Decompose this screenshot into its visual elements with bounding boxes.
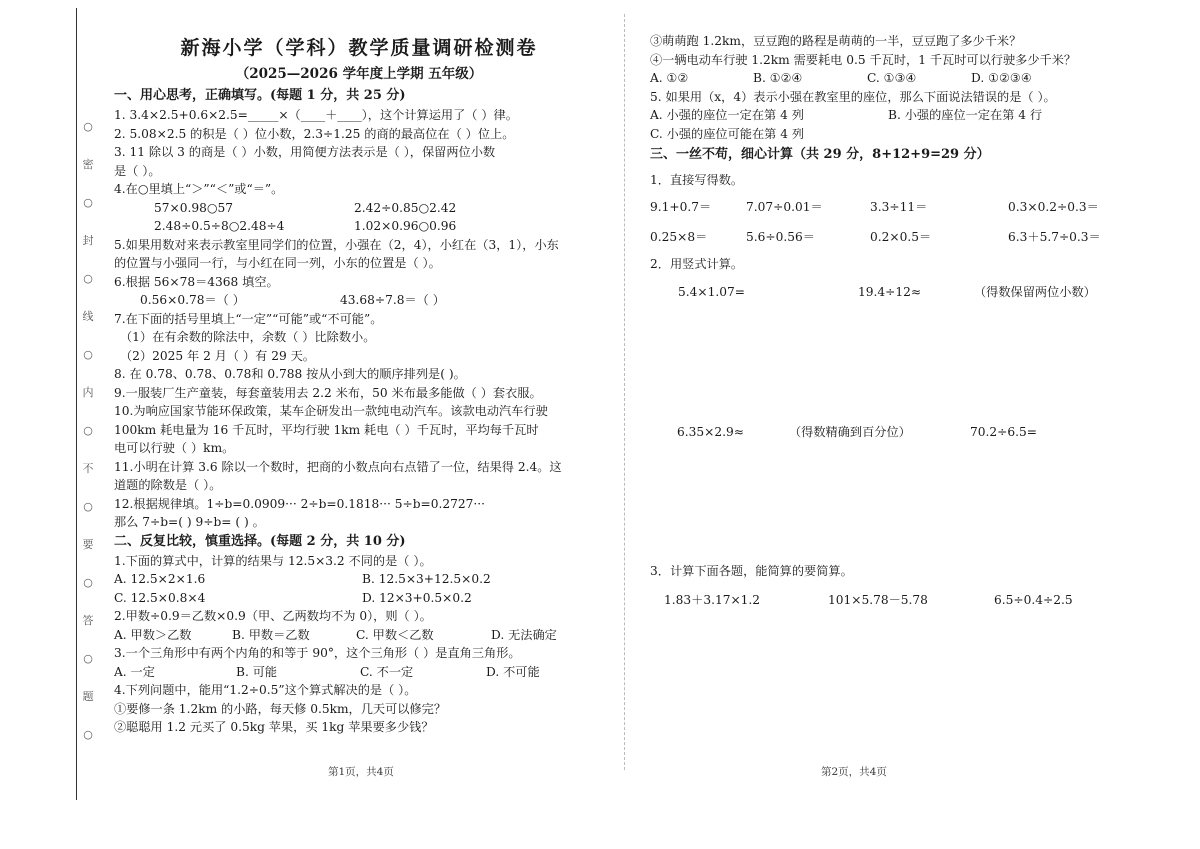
oral-calc-item: 9.1+0.7＝ xyxy=(650,199,712,214)
question-9: 9.一服装厂生产童装，每套童装用去 2.2 米布，50 米布最多能做（ ）套衣服。 xyxy=(114,385,542,400)
choice-question-4: 4.下列问题中，能用“1.2÷0.5”这个算式解决的是（ ）。 xyxy=(114,683,417,697)
binding-char: ○ xyxy=(83,728,93,741)
option-a: A. ①② xyxy=(650,71,689,85)
section-2-heading: 二、反复比较，慎重选择。(每题 2 分，共 10 分) xyxy=(114,533,406,549)
question-7-part-2: （2）2025 年 2 月（ ）有 29 天。 xyxy=(120,348,315,363)
binding-char: ○ xyxy=(83,500,93,513)
oral-calc-row-1 xyxy=(650,198,1150,217)
left-page-footer: 第1页，共4页 xyxy=(328,766,394,778)
exam-title: 新海小学（学科）教学质量调研检测卷 xyxy=(180,37,538,59)
vertical-calc-item: 6.35×2.9≈ xyxy=(677,424,744,439)
binding-char: ○ xyxy=(83,272,93,285)
choice-3-options xyxy=(114,663,604,682)
binding-line xyxy=(76,8,78,800)
option-b: B. ①②④ xyxy=(753,71,803,85)
binding-char: ○ xyxy=(83,120,93,133)
simplify-calc-item: 6.5÷0.4÷2.5 xyxy=(994,592,1073,607)
question-5-line-2: 的位置与小强同一行，与小红在同一列，小东的位置是（ ）。 xyxy=(114,256,441,270)
option-b: B. 小强的座位一定在第 4 行 xyxy=(888,108,1043,122)
oral-calc-item: 0.2×0.5＝ xyxy=(870,230,932,244)
oral-calc-item: 0.25×8＝ xyxy=(650,230,708,244)
question-6: 6.根据 56×78＝4368 填空。 xyxy=(114,274,279,289)
question-3-line-1: 3. 11 除以 3 的商是（ ）小数，用简便方法表示是（ ），保留两位小数 xyxy=(114,145,496,159)
question-3-line-2: 是（ ）。 xyxy=(114,163,161,178)
binding-char: ○ xyxy=(83,652,93,665)
binding-char: 答 xyxy=(82,614,94,627)
choice-question-1: 1.下面的算式中，计算的结果与 12.5×3.2 不同的是（ ）。 xyxy=(114,553,432,568)
question-2: 2. 5.08×2.5 的积是（ ）位小数，2.3÷1.25 的商的最高位在（ ）位上。 xyxy=(114,126,515,141)
fill-item: 43.68÷7.8＝（ ） xyxy=(340,293,445,307)
binding-char: 内 xyxy=(82,386,94,399)
option-d: D. 12×3+0.5×0.2 xyxy=(362,590,472,605)
simplify-calc-item: 101×5.78－5.78 xyxy=(828,592,928,607)
question-8: 8. 在 0.78、0.78、0.78和 0.788 按从小到大的顺序排列是( )。 xyxy=(114,367,466,381)
option-a: A. 一定 xyxy=(114,664,155,679)
option-c: C. 甲数＜乙数 xyxy=(356,627,434,642)
vertical-calc-item: 5.4×1.07= xyxy=(678,285,745,299)
choice-4-item-3: ③萌萌跑 1.2km，豆豆跑的路程是萌萌的一半，豆豆跑了多少千米？ xyxy=(650,34,1022,48)
question-7: 7.在下面的括号里填上“一定”“可能”或“不可能”。 xyxy=(114,311,383,326)
choice-4-item-1: ①要修一条 1.2km 的小路，每天修 0.5km，几天可以修完？ xyxy=(114,701,447,716)
question-11-line-2: 道题的除数是（ ）。 xyxy=(114,478,222,492)
option-c: C. 小强的座位可能在第 4 列 xyxy=(650,126,805,141)
simplify-calc-row xyxy=(650,591,1150,610)
binding-char: 不 xyxy=(82,462,94,475)
vertical-calc-note: （得数保留两位小数） xyxy=(974,285,1096,299)
question-7-part-1: （1）在有余数的除法中，余数（ ）比除数小。 xyxy=(120,330,376,344)
oral-calc-row-2 xyxy=(650,228,1150,247)
option-d: D. 无法确定 xyxy=(491,627,557,642)
binding-char: ○ xyxy=(83,424,93,437)
compare-item: 2.48÷0.5÷8○2.48÷4 xyxy=(154,219,285,233)
option-d: D. 不可能 xyxy=(486,664,540,679)
choice-1-options-row-2 xyxy=(114,589,604,608)
fill-item: 0.56×0.78＝（ ） xyxy=(140,293,245,307)
question-12-line-1: 12.根据规律填。1÷b=0.0909··· 2÷b=0.1818··· 5÷b=0.2727··· xyxy=(114,496,485,511)
page-divider xyxy=(624,14,625,770)
question-4-row-1 xyxy=(114,199,604,218)
right-page xyxy=(650,32,1150,609)
vertical-calc-row-1 xyxy=(650,283,1150,302)
choice-question-5: 5. 如果用（x，4）表示小强在教室里的座位，那么下面说法错误的是（ ）。 xyxy=(650,89,1056,104)
option-a: A. 小强的座位一定在第 4 列 xyxy=(650,108,804,122)
choice-2-options xyxy=(114,626,604,645)
calc-part-2-heading: 2．用竖式计算。 xyxy=(650,256,744,271)
choice-5-options-row-1 xyxy=(650,106,1150,125)
binding-char: 密 xyxy=(82,158,94,171)
option-b: B. 可能 xyxy=(236,664,278,679)
binding-char: 要 xyxy=(82,538,94,551)
question-4: 4.在○里填上“＞”“＜”或“＝”。 xyxy=(114,182,284,196)
question-11-line-1: 11.小明在计算 3.6 除以一个数时，把商的小数点向右点错了一位，结果得 2.4。这 xyxy=(114,459,562,474)
exam-subtitle: （2025—2026 学年度上学期 五年级） xyxy=(235,66,483,82)
oral-calc-item: 7.07÷0.01＝ xyxy=(746,199,823,214)
oral-calc-item: 3.3÷11＝ xyxy=(870,199,928,214)
compare-item: 1.02×0.96○0.96 xyxy=(354,219,457,233)
binding-char: 题 xyxy=(82,690,94,703)
choice-1-options-row-1 xyxy=(114,570,604,589)
option-c: C. 12.5×0.8×4 xyxy=(114,590,206,605)
question-12-line-2: 那么 7÷b=( ) 9÷b= ( ) 。 xyxy=(114,515,265,529)
option-a: A. 12.5×2×1.6 xyxy=(114,572,206,586)
compare-item: 2.42÷0.85○2.42 xyxy=(354,200,457,215)
choice-question-3: 3.一个三角形中有两个内角的和等于 90°，这个三角形（ ）是直角三角形。 xyxy=(114,646,521,660)
oral-calc-item: 0.3×0.2÷0.3＝ xyxy=(1008,199,1099,214)
question-6-row xyxy=(114,291,604,310)
vertical-calc-item: 70.2÷6.5= xyxy=(970,424,1037,439)
binding-char: ○ xyxy=(83,196,93,209)
calc-part-1-heading: 1．直接写得数。 xyxy=(650,173,744,187)
binding-text xyxy=(80,120,96,766)
option-d: D. ①②③④ xyxy=(971,71,1032,85)
calc-part-3-heading: 3．计算下面各题，能简算的要简算。 xyxy=(650,564,853,578)
oral-calc-item: 5.6÷0.56＝ xyxy=(746,230,815,244)
oral-calc-item: 6.3＋5.7÷0.3＝ xyxy=(1008,230,1101,244)
binding-char: ○ xyxy=(83,348,93,361)
choice-4-options xyxy=(650,69,1150,88)
vertical-calc-row-2 xyxy=(650,423,1150,442)
vertical-calc-item: 19.4÷12≈ xyxy=(858,285,922,299)
right-page-footer: 第2页，共4页 xyxy=(821,766,887,778)
question-10-line-2: 100km 耗电量为 16 千瓦时，平均行驶 1km 耗电（ ）千瓦时，平均每千瓦时 xyxy=(114,422,539,437)
question-10-line-1: 10.为响应国家节能环保政策，某车企研发出一款纯电动汽车。该款电动汽车行驶 xyxy=(114,404,548,418)
option-c: C. ①③④ xyxy=(867,71,917,85)
choice-question-2: 2.甲数÷0.9＝乙数×0.9（甲、乙两数均不为 0），则（ ）。 xyxy=(114,609,432,623)
option-b: B. 甲数＝乙数 xyxy=(232,627,310,642)
option-a: A. 甲数＞乙数 xyxy=(114,627,192,642)
vertical-calc-note: （得数精确到百分位） xyxy=(789,424,911,439)
question-1: 1. 3.4×2.5+0.6×2.5=_____×（____＋____），这个计算运用了（ ）律。 xyxy=(114,108,518,122)
choice-4-item-4: ④一辆电动车行驶 1.2km 需要耗电 0.5 千瓦时，1 千瓦时可以行驶多少千米？ xyxy=(650,52,1077,67)
option-c: C. 不一定 xyxy=(360,664,414,679)
option-b: B. 12.5×3+12.5×0.2 xyxy=(362,572,491,586)
compare-item: 57×0.98○57 xyxy=(154,200,233,215)
binding-char: 封 xyxy=(82,234,94,247)
left-page xyxy=(114,34,604,737)
simplify-calc-item: 1.83＋3.17×1.2 xyxy=(664,592,761,607)
question-4-row-2 xyxy=(114,217,604,236)
choice-4-item-2: ②聪聪用 1.2 元买了 0.5kg 苹果，买 1kg 苹果要多少钱？ xyxy=(114,720,434,734)
section-3-heading: 三、一丝不苟，细心计算（共 29 分，8+12+9=29 分） xyxy=(650,147,990,162)
binding-char: 线 xyxy=(82,310,94,323)
question-5-line-1: 5.如果用数对来表示教室里同学们的位置，小强在（2，4），小红在（3，1），小东 xyxy=(114,237,559,252)
section-1-heading: 一、用心思考，正确填写。(每题 1 分，共 25 分) xyxy=(114,88,406,103)
question-10-line-3: 电可以行驶（ ）km。 xyxy=(114,441,235,455)
binding-char: ○ xyxy=(83,576,93,589)
